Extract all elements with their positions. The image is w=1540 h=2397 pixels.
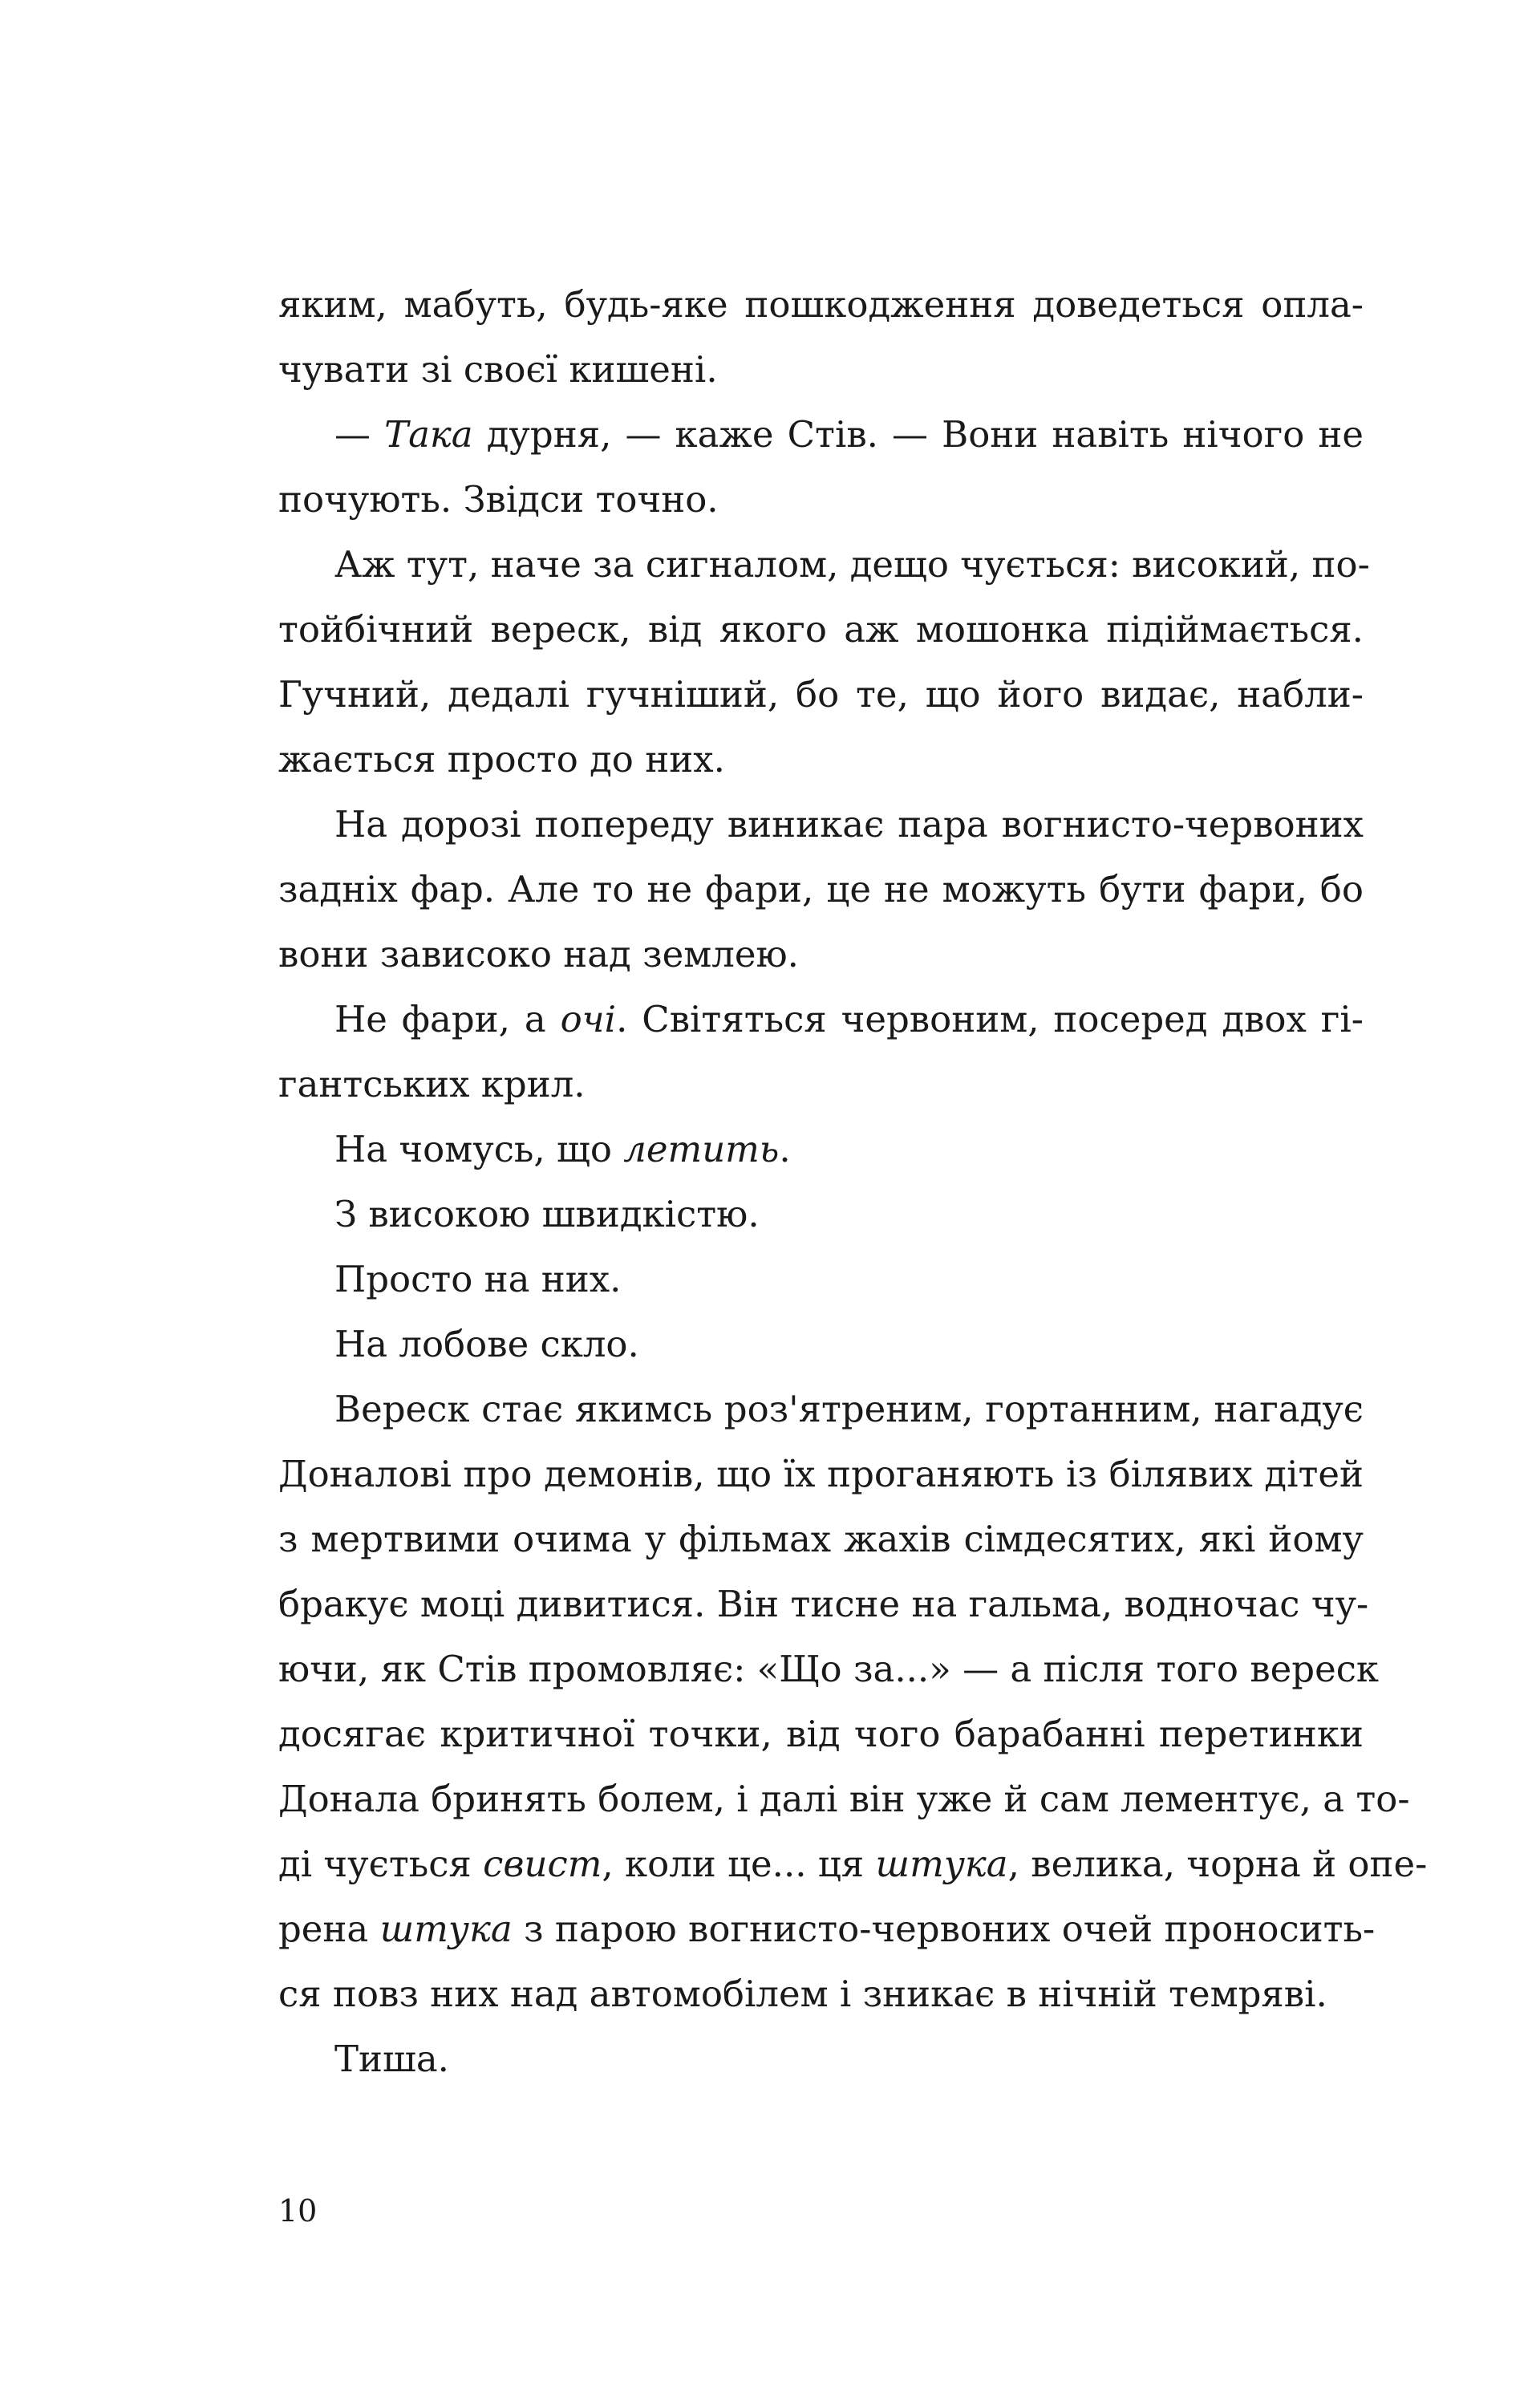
text-line: з мертвими очима у фільмах жахів сімдесятих, які йому: [278, 1518, 1364, 1560]
emphasis-text: штука: [379, 1908, 513, 1950]
text-line: почують. Звідси точно.: [278, 478, 719, 521]
text-line: На лобове скло.: [334, 1323, 639, 1365]
text-run: , велика, чорна й опе-: [1007, 1843, 1428, 1885]
text-line: Вереск стає якимсь роз'ятреним, гортанним, нагадує: [334, 1388, 1364, 1430]
text-run: , коли це... ця: [602, 1843, 876, 1885]
text-run: дурня, — каже Стів. — Вони навіть нічого не: [472, 413, 1364, 456]
text-line: Гучний, дедалі гучніший, бо те, що його видає, набли-: [278, 673, 1364, 716]
text-run: . Світяться червоним, посеред двох гі-: [616, 998, 1364, 1040]
text-line: вони зависоко над землею.: [278, 933, 799, 975]
text-line: бракує моці дивитися. Він тисне на гальма, водночас чу-: [278, 1583, 1369, 1625]
text-line: [278, 1831, 1428, 1896]
paragraph: [278, 792, 1364, 987]
text-run: —: [334, 413, 385, 456]
text-line: [278, 1117, 1364, 1182]
text-line: З високою швидкістю.: [334, 1193, 760, 1235]
paragraph: [278, 1312, 1364, 1377]
emphasis-text: очі: [560, 998, 617, 1040]
text-line: [278, 1896, 1376, 1961]
paragraph: [278, 1117, 1364, 1182]
emphasis-text: Така: [384, 413, 473, 456]
text-line: На дорозі попереду виникає пара вогнисто-червоних: [334, 803, 1364, 846]
text-line: Доналові про демонів, що їх проганяють із білявих дітей: [278, 1453, 1364, 1495]
text-run: ді чується: [278, 1843, 484, 1885]
text-run: На чомусь, що: [334, 1128, 624, 1170]
text-line: ючи, як Стів промовляє: «Що за...» — а після того вереск: [278, 1648, 1380, 1690]
text-line: Донала бринять болем, і далі він уже й сам лементує, а то-: [278, 1778, 1410, 1820]
text-run: Не фари, а: [334, 998, 561, 1040]
text-line: жається просто до них.: [278, 738, 725, 781]
text-line: [278, 987, 1364, 1052]
text-line: Тиша.: [334, 2038, 449, 2080]
text-line: задніх фар. Але то не фари, це не можуть бути фари, бо: [278, 868, 1364, 911]
text-line: досягає критичної точки, від чого барабанні перетинки: [278, 1713, 1364, 1755]
emphasis-text: штука: [875, 1843, 1008, 1885]
emphasis-text: летить: [623, 1128, 780, 1170]
text-line: ся повз них над автомобілем і зникає в нічній темряві.: [278, 1973, 1327, 2015]
paragraph: [278, 272, 1364, 402]
paragraph: [278, 2026, 1364, 2091]
paragraph: [278, 987, 1364, 1117]
paragraph: [278, 532, 1370, 792]
text-line: тойбічний вереск, від якого аж мошонка підіймається.: [278, 608, 1364, 651]
text-run: з парою вогнисто-червоних очей проносить-: [512, 1908, 1376, 1950]
paragraph: [278, 1377, 1428, 2026]
emphasis-text: свист: [483, 1843, 602, 1885]
text-run: .: [779, 1128, 791, 1170]
text-line: чувати зі своєї кишені.: [278, 348, 718, 391]
text-line: гантських крил.: [278, 1063, 586, 1105]
paragraph: [278, 1182, 1364, 1247]
paragraph: [278, 1247, 1364, 1312]
body-text: [278, 272, 1428, 2091]
paragraph: [278, 402, 1364, 532]
text-line: Аж тут, наче за сигналом, дещо чується: високий, по-: [334, 543, 1370, 586]
text-line: Просто на них.: [334, 1258, 622, 1300]
text-line: яким, мабуть, будь-яке пошкодження доведеться опла-: [278, 283, 1364, 326]
text-run: рена: [278, 1908, 380, 1950]
text-line: [278, 402, 1364, 467]
page-number: 10: [278, 2193, 318, 2229]
